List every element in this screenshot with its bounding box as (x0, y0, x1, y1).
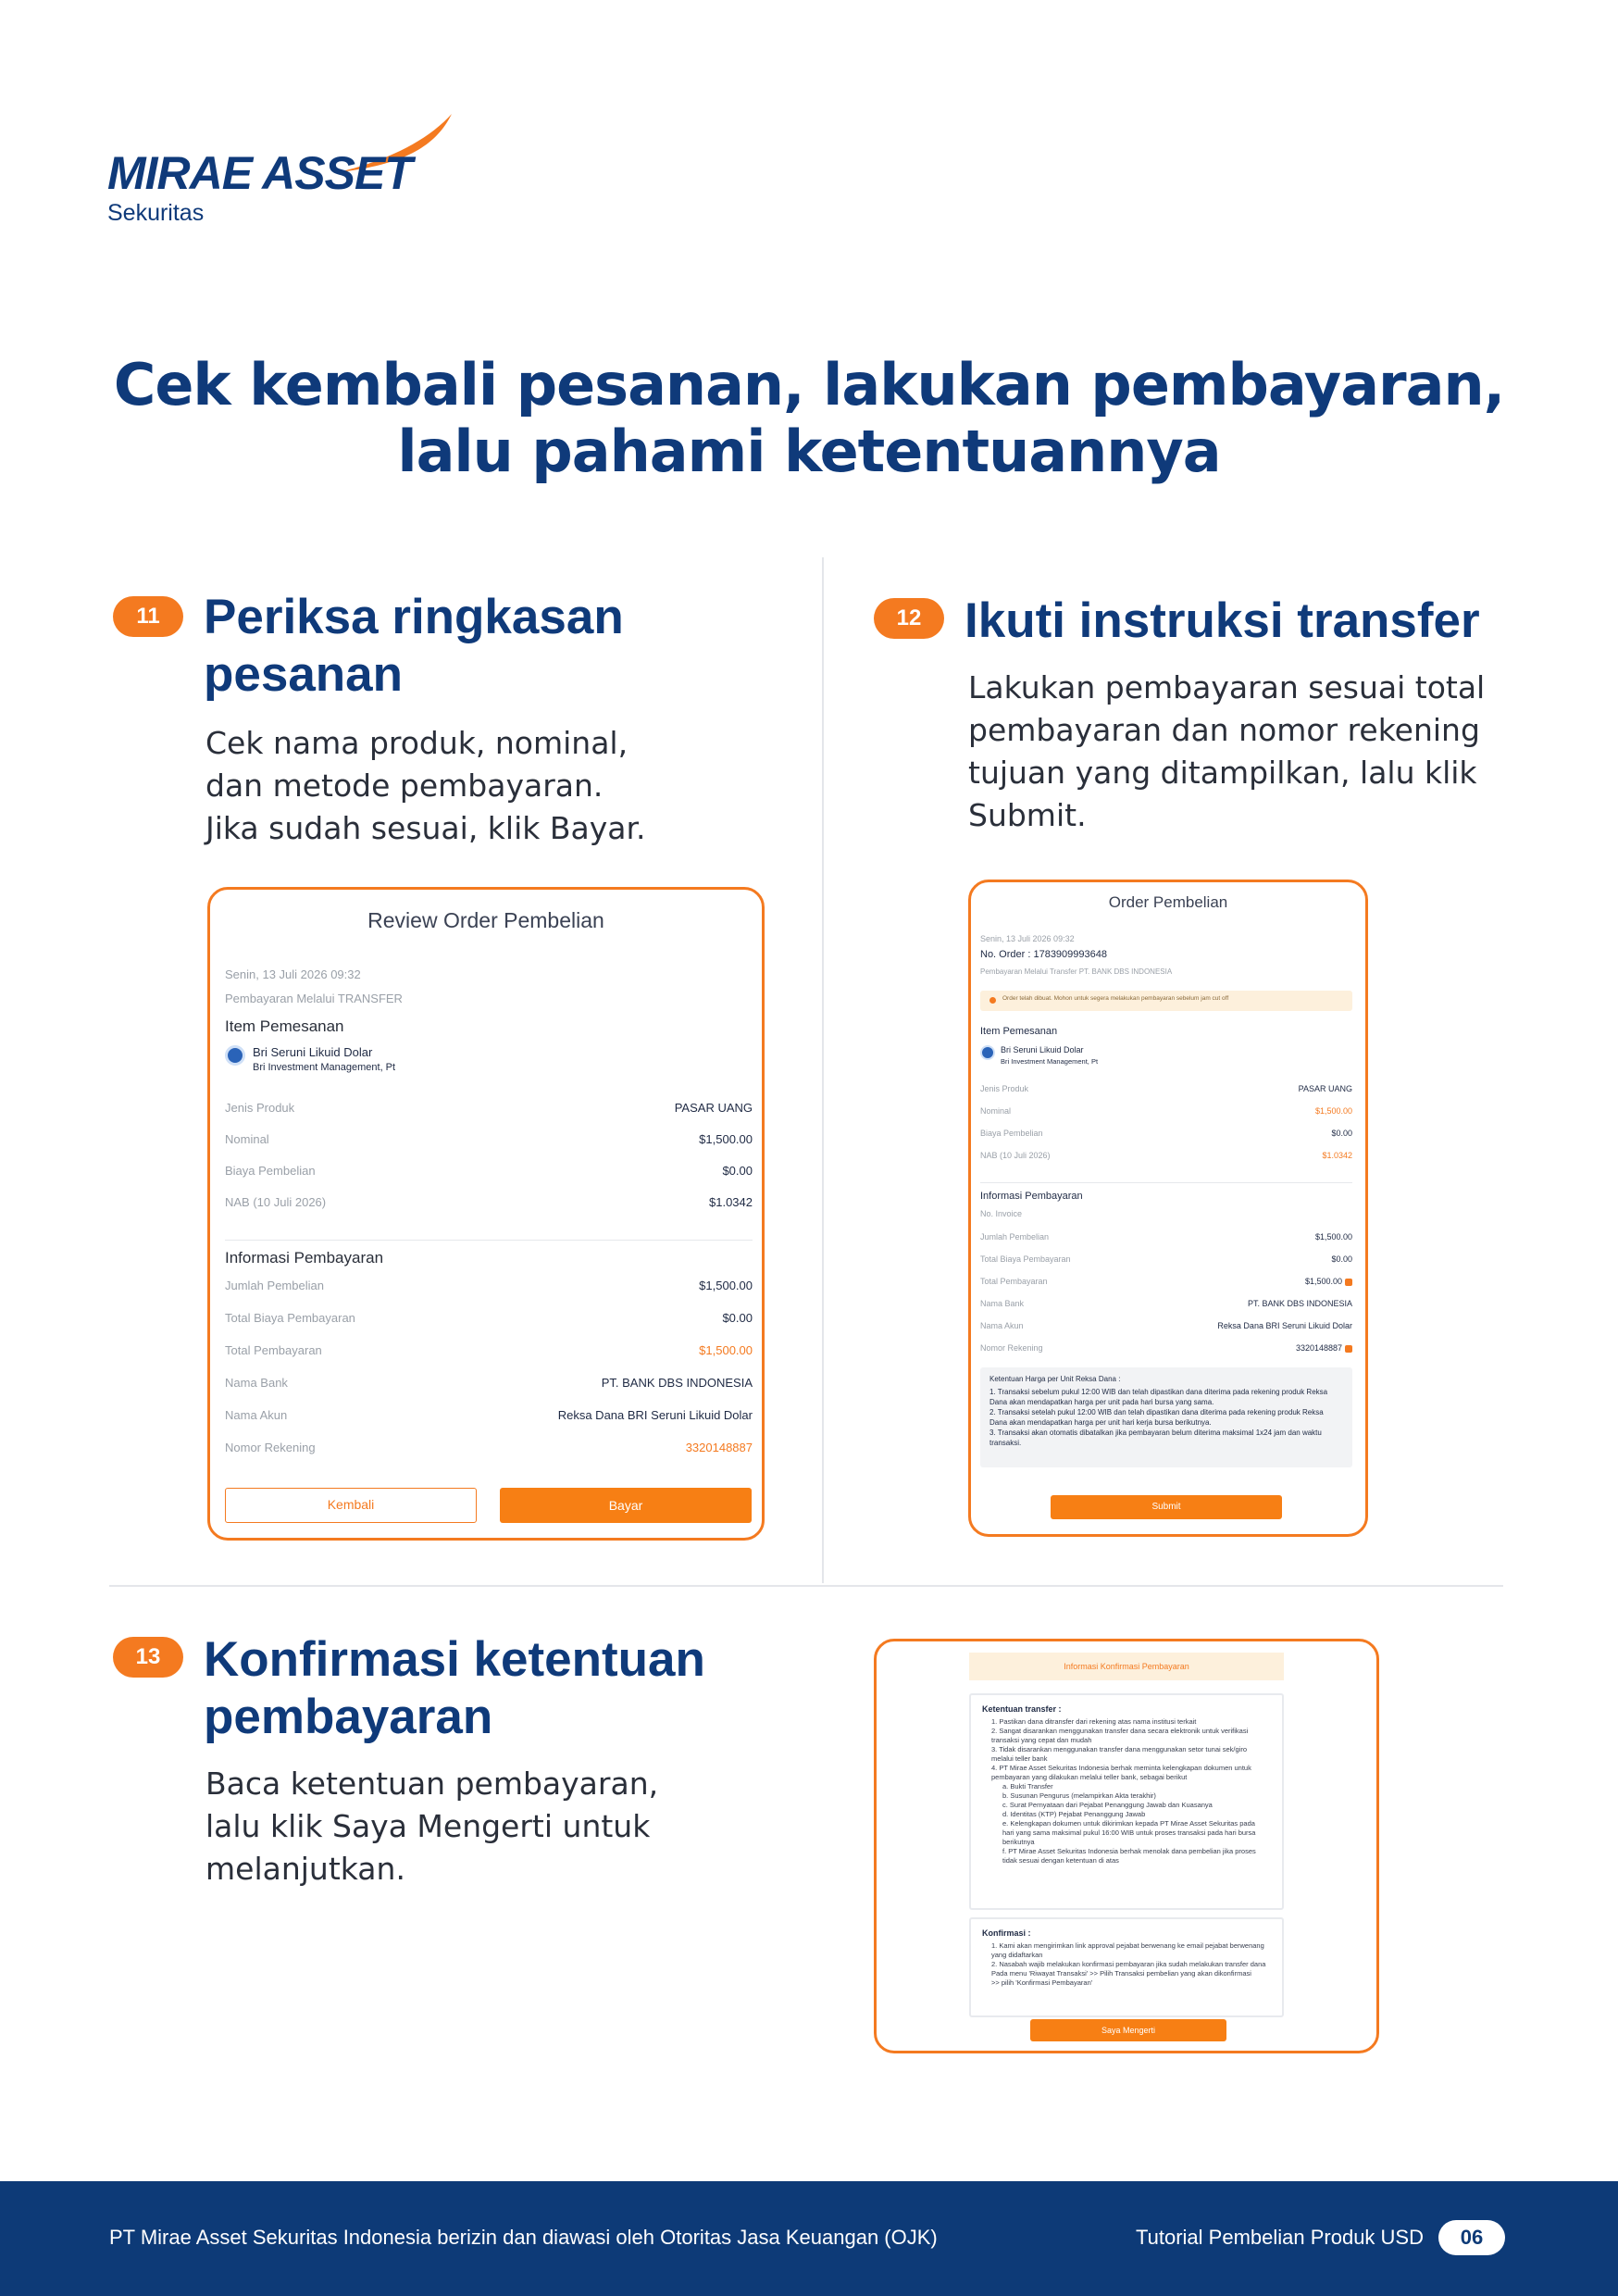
row-value: Reksa Dana BRI Seruni Likuid Dolar (1217, 1321, 1352, 1330)
invoice-label: No. Invoice (980, 1209, 1023, 1218)
page-title-line-2: lalu pahami ketentuannya (397, 418, 1221, 485)
rule-line: tidak sesuai dengan ketentuan di atas (1002, 1856, 1119, 1865)
detail-row (225, 1101, 753, 1121)
confirm-line: yang didaftarkan (991, 1951, 1043, 1959)
row-value: $0.00 (1331, 1254, 1352, 1264)
payment-row (225, 1279, 753, 1299)
confirm-heading: Konfirmasi : (982, 1928, 1031, 1938)
step-12-badge: 12 (874, 598, 944, 639)
step-12-desc-line-2: pembayaran dan nomor rekening (968, 712, 1480, 748)
warning-icon (989, 997, 996, 1004)
payment-method: Pembayaran Melalui TRANSFER (225, 992, 403, 1005)
rule-line: f. PT Mirae Asset Sekuritas Indonesia berhak menolak dana pembelian jika proses (1002, 1847, 1256, 1855)
step-12-desc-line-4: Submit. (968, 797, 1087, 833)
row-label: Jumlah Pembelian (225, 1279, 324, 1292)
rule-line: berikutnya (1002, 1838, 1035, 1846)
row-label: Jenis Produk (225, 1101, 295, 1115)
row-label: Nomor Rekening (980, 1343, 1043, 1353)
row-label: Biaya Pembelian (225, 1164, 316, 1178)
payment-heading: Informasi Pembayaran (980, 1191, 1083, 1202)
note-line: transaksi. (989, 1439, 1022, 1447)
review-order-screenshot (207, 887, 765, 1541)
logo-wordmark: MIRAE ASSET (107, 147, 412, 199)
order-date: Senin, 13 Juli 2026 09:32 (980, 934, 1075, 943)
row-value: $1.0342 (709, 1195, 753, 1209)
note-line: 3. Transaksi akan otomatis dibatalkan jika pembayaran belum diterima maksimal 1x24 jam dan waktu (989, 1429, 1322, 1437)
product-name: Bri Seruni Likuid Dolar (253, 1045, 373, 1059)
payment-row (980, 1232, 1352, 1245)
step-13-description (205, 1763, 658, 1890)
step-13-desc-line-1: Baca ketentuan pembayaran, (205, 1766, 659, 1802)
mirae-asset-logo (107, 109, 459, 230)
payment-row (980, 1321, 1352, 1334)
row-label: Total Biaya Pembayaran (225, 1311, 355, 1325)
row-label: Total Biaya Pembayaran (980, 1254, 1071, 1264)
payment-row (225, 1408, 753, 1429)
footer (0, 2181, 1618, 2296)
detail-row (980, 1106, 1352, 1119)
rule-line: 3. Tidak disarankan menggunakan transfer dana menggunakan setor tunai sek/giro (991, 1745, 1248, 1753)
copy-icon[interactable] (1345, 1345, 1352, 1353)
detail-row (225, 1132, 753, 1153)
step-13-title-line-2: pembayaran (204, 1690, 493, 1744)
confirmation-box (969, 1917, 1284, 2017)
footer-doc-title: Tutorial Pembelian Produk USD (1136, 2226, 1424, 2249)
payment-confirmation-screenshot (874, 1639, 1379, 2053)
step-11-desc-line-2: dan metode pembayaran. (205, 767, 604, 804)
column-divider (822, 557, 824, 1583)
confirm-line: Pada menu 'Riwayat Transaksi' >> Pilih Transaksi pembelian yang akan dikonfirmasi (991, 1969, 1251, 1978)
row-label: NAB (10 Juli 2026) (980, 1151, 1051, 1160)
payment-row (225, 1343, 753, 1364)
row-label: Nominal (225, 1132, 269, 1146)
price-rules-note (980, 1367, 1352, 1467)
page-title-line-1: Cek kembali pesanan, lakukan pembayaran, (113, 351, 1505, 418)
payment-row (980, 1277, 1352, 1290)
order-warning (980, 991, 1352, 1011)
step-13-desc-line-3: melanjutkan. (205, 1851, 405, 1887)
row-label: Nominal (980, 1106, 1012, 1116)
row-divider (109, 1585, 1503, 1587)
note-line: Dana akan mendapatkan harga per unit hari kerja bursa berikutnya. (989, 1418, 1212, 1427)
row-label: Total Pembayaran (980, 1277, 1048, 1286)
row-label: Total Pembayaran (225, 1343, 322, 1357)
payment-heading: Informasi Pembayaran (225, 1249, 384, 1267)
note-line: Dana akan mendapatkan harga per unit pada hari bursa yang sama. (989, 1398, 1214, 1406)
row-label: Nama Akun (225, 1408, 288, 1422)
rule-line: 2. Sangat disarankan menggunakan transfer dana secara elektronik untuk verifikasi (991, 1727, 1249, 1735)
row-label: Jumlah Pembelian (980, 1232, 1050, 1242)
rule-line: b. Susunan Pengurus (melampirkan Akta terakhir) (1002, 1791, 1156, 1800)
row-value: $0.00 (1331, 1129, 1352, 1138)
items-heading: Item Pemesanan (980, 1026, 1058, 1037)
rule-line: a. Bukti Transfer (1002, 1782, 1053, 1791)
rule-line: 1. Pastikan dana ditransfer dari rekening atas nama institusi terkait (991, 1717, 1197, 1726)
order-purchase-screenshot (968, 880, 1368, 1537)
payment-row (225, 1376, 753, 1396)
confirmation-header: Informasi Konfirmasi Pembayaran (969, 1653, 1284, 1680)
row-label: Nama Bank (225, 1376, 288, 1390)
product-logo-icon (225, 1045, 245, 1066)
product-logo-icon (980, 1045, 995, 1060)
submit-button[interactable]: Submit (1051, 1495, 1282, 1519)
row-value: 3320148887 (685, 1441, 753, 1454)
row-value (1305, 1277, 1352, 1286)
row-value: $1,500.00 (1314, 1106, 1352, 1116)
step-11-description (205, 722, 646, 850)
step-12-title: Ikuti instruksi transfer (965, 593, 1480, 648)
copy-icon[interactable] (1345, 1279, 1352, 1286)
payment-row (225, 1441, 753, 1461)
note-line: 2. Transaksi setelah pukul 12:00 WIB dan telah dipastikan dana diterima pada rekening produk Reksa (989, 1408, 1324, 1416)
confirm-line: >> pilih 'Konfirmasi Pembayaran' (991, 1978, 1093, 1987)
transfer-heading: Ketentuan transfer : (982, 1704, 1062, 1714)
row-value: PT. BANK DBS INDONESIA (601, 1376, 753, 1390)
section-divider (980, 1182, 1352, 1183)
step-13-title (204, 1631, 705, 1746)
detail-row (225, 1164, 753, 1184)
rule-line: melalui teller bank (991, 1754, 1048, 1763)
understand-button[interactable]: Saya Mengerti (1030, 2019, 1226, 2041)
pay-button[interactable]: Bayar (500, 1488, 752, 1523)
row-value: $1.0342 (1322, 1151, 1352, 1160)
row-value: Reksa Dana BRI Seruni Likuid Dolar (557, 1408, 753, 1422)
step-11-badge: 11 (113, 596, 183, 637)
row-label: NAB (10 Juli 2026) (225, 1195, 327, 1209)
row-value-text: $1,500.00 (1304, 1277, 1342, 1286)
row-value-text: 3320148887 (1295, 1343, 1342, 1353)
payment-row (225, 1311, 753, 1331)
product-manager: Bri Investment Management, Pt (1001, 1057, 1099, 1066)
step-11-title-line-2: pesanan (204, 647, 404, 702)
detail-row (980, 1129, 1352, 1142)
rule-line: transaksi yang cepat dan mudah (991, 1736, 1092, 1744)
payment-method: Pembayaran Melalui Transfer PT. BANK DBS INDONESIA (980, 967, 1173, 976)
warning-text: Order telah dibuat. Mohon untuk segera melakukan pembayaran sebelum jam cut off (1002, 995, 1229, 1002)
rule-line: hari yang sama maksimal pukul 16:00 WIB untuk proses transaksi pada hari bursa (1002, 1828, 1256, 1837)
step-13-title-line-1: Konfirmasi ketentuan (204, 1632, 705, 1687)
back-button[interactable]: Kembali (225, 1488, 477, 1523)
rule-line: c. Surat Pernyataan dari Pejabat Penanggung Jawab dan Kuasanya (1002, 1801, 1213, 1809)
row-value: $1,500.00 (699, 1279, 753, 1292)
row-label: Jenis Produk (980, 1084, 1029, 1093)
note-heading: Ketentuan Harga per Unit Reksa Dana : (989, 1375, 1121, 1383)
row-value (1296, 1343, 1352, 1353)
row-value: $0.00 (722, 1311, 753, 1325)
row-value: $1,500.00 (699, 1132, 753, 1146)
payment-row (980, 1343, 1352, 1356)
rule-line: e. Kelengkapan dokumen untuk dikirimkan kepada PT Mirae Asset Sekuritas pada (1002, 1819, 1255, 1828)
detail-row (225, 1195, 753, 1216)
step-12-desc-line-3: tujuan yang ditampilkan, lalu klik (968, 755, 1477, 791)
step-11-title (204, 589, 624, 704)
rule-line: d. Identitas (KTP) Pejabat Penanggung Jawab (1002, 1810, 1146, 1818)
step-11-desc-line-3: Jika sudah sesuai, klik Bayar. (205, 810, 646, 846)
note-line: 1. Transaksi sebelum pukul 12:00 WIB dan telah dipastikan dana diterima pada rekening produk Reksa (989, 1388, 1328, 1396)
row-value: $0.00 (722, 1164, 753, 1178)
footer-disclaimer: PT Mirae Asset Sekuritas Indonesia berizin dan diawasi oleh Otoritas Jasa Keuangan (OJK) (109, 2226, 938, 2249)
items-heading: Item Pemesanan (225, 1017, 344, 1035)
row-value: PASAR UANG (1298, 1084, 1352, 1093)
row-value: PT. BANK DBS INDONESIA (1247, 1299, 1352, 1308)
confirm-line: 2. Nasabah wajib melakukan konfirmasi pembayaran jika sudah melakukan transfer dana (991, 1960, 1266, 1968)
page-title (0, 352, 1618, 485)
detail-row (980, 1084, 1352, 1097)
product-manager: Bri Investment Management, Pt (253, 1062, 396, 1073)
row-label: Nama Bank (980, 1299, 1025, 1308)
detail-row (980, 1151, 1352, 1164)
review-order-title: Review Order Pembelian (367, 908, 604, 932)
step-13-badge: 13 (113, 1637, 183, 1678)
order-date: Senin, 13 Juli 2026 09:32 (225, 967, 361, 981)
logo-subtitle: Sekuritas (107, 200, 205, 226)
rule-line: pembayaran yang dilakukan melalui teller bank, sebagai berikut (991, 1773, 1188, 1781)
row-label: Nama Akun (980, 1321, 1024, 1330)
section-divider (225, 1240, 753, 1241)
step-12-description (968, 667, 1485, 837)
page-number: 06 (1438, 2220, 1505, 2255)
payment-row (980, 1299, 1352, 1312)
row-value: PASAR UANG (674, 1101, 753, 1115)
rule-line: 4. PT Mirae Asset Sekuritas Indonesia berhak meminta kelengkapan dokumen untuk (991, 1764, 1251, 1772)
confirm-line: 1. Kami akan mengirimkan link approval pejabat berwenang ke email pejabat berwenang (991, 1941, 1264, 1950)
step-11-title-line-1: Periksa ringkasan (204, 590, 624, 644)
row-value: $1,500.00 (699, 1343, 753, 1357)
step-13-desc-line-2: lalu klik Saya Mengerti untuk (205, 1808, 651, 1844)
product-name: Bri Seruni Likuid Dolar (1001, 1045, 1084, 1054)
row-label: Biaya Pembelian (980, 1129, 1043, 1138)
step-11-desc-line-1: Cek nama produk, nominal, (205, 725, 629, 761)
step-12-desc-line-1: Lakukan pembayaran sesuai total (968, 669, 1486, 705)
transfer-rules-box (969, 1693, 1284, 1910)
row-label: Nomor Rekening (225, 1441, 316, 1454)
order-purchase-title: Order Pembelian (1108, 893, 1228, 911)
row-value: $1,500.00 (1314, 1232, 1352, 1242)
order-number: No. Order : 1783909993648 (980, 949, 1107, 960)
payment-row (980, 1254, 1352, 1267)
